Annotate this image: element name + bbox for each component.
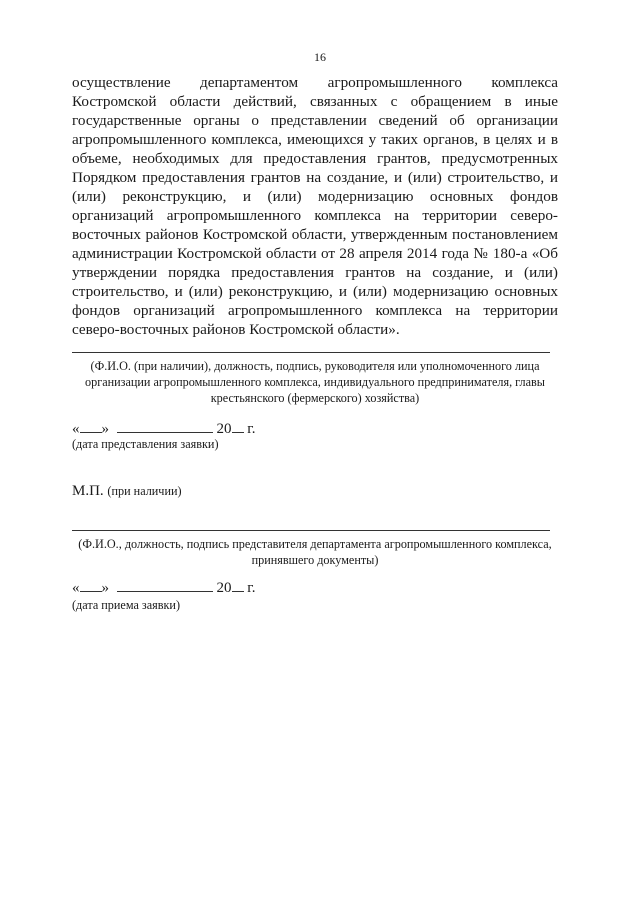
receipt-year-prefix: 20 xyxy=(216,580,232,596)
submission-day-blank xyxy=(80,420,102,433)
stamp-hint: (при наличии) xyxy=(107,484,182,498)
submission-year-blank xyxy=(232,420,244,433)
receipt-date-open-quote: « xyxy=(72,580,80,596)
receipt-date-close-quote: » xyxy=(101,580,109,596)
receipt-date-line xyxy=(72,579,255,597)
applicant-signature-caption: (Ф.И.О. (при наличии), должность, подпись, руководителя или уполномоченного лица организации агропромышленного комплекса, индивидуального предпринимателя, главы крестьянского (фермерского) хозяйства) xyxy=(85,359,545,405)
receipt-day-blank xyxy=(80,579,102,592)
receipt-year-blank xyxy=(232,579,244,592)
stamp-placeholder xyxy=(72,483,182,500)
department-signature-caption: (Ф.И.О., должность, подпись представителя департамента агропромышленного комплекса, принявшего документы) xyxy=(78,537,552,567)
submission-month-blank xyxy=(117,420,213,433)
submission-year-suffix: г. xyxy=(247,421,256,437)
receipt-month-blank xyxy=(117,579,213,592)
department-signature-block xyxy=(72,530,558,568)
receipt-date-caption: (дата приема заявки) xyxy=(72,598,181,612)
applicant-signature-block xyxy=(72,352,558,406)
body-paragraph: осуществление департаментом агропромышленного комплекса Костромской области действий, связанных с обращением в иные государственные органы о представлении сведений об организации агропромышленного комплекса, имеющихся у таких органов, в целях и в объеме, необходимых для предоставления грантов, предусмотренных Порядком предоставления грантов на создание, и (или) строительство, и (или) реконструкцию, и (или) модернизацию основных фондов организаций агропромышленного комплекса на территории северо-восточных районов Костромской области, утвержденным постановлением администрации Костромской области от 28 апреля 2014 года № 180-а «Об утверждении порядка предоставления грантов на создание, и (или) строительство, и (или) реконструкцию, и (или) модернизацию основных фондов организаций агропромышленного комплекса на территории северо-восточных районов Костромской области». xyxy=(72,74,558,338)
submission-year-prefix: 20 xyxy=(216,421,232,437)
receipt-year-suffix: г. xyxy=(247,580,256,596)
department-signature-line xyxy=(72,530,550,531)
submission-date-open-quote: « xyxy=(72,421,80,437)
page-number: 16 xyxy=(314,50,326,64)
applicant-signature-line xyxy=(72,352,550,353)
submission-date-caption: (дата представления заявки) xyxy=(72,437,219,451)
submission-date-close-quote: » xyxy=(101,421,109,437)
stamp-label: М.П. xyxy=(72,483,104,499)
